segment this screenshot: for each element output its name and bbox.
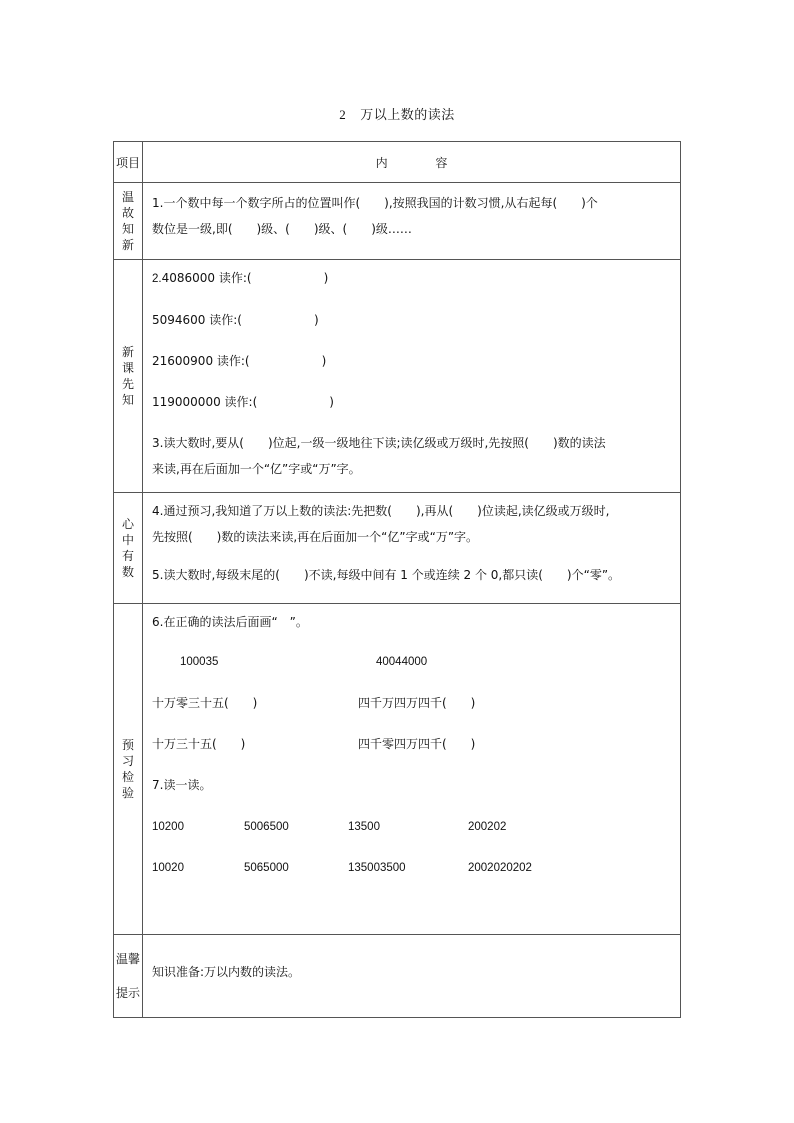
- row-mind: [114, 493, 681, 604]
- worksheet-table: [113, 141, 681, 1018]
- q2-b: 5094600 读作:( ): [152, 313, 319, 327]
- q7-row2-num: 10020: [152, 862, 184, 874]
- q1-line2: 数位是一级,即( )级、( )级、( )级……: [152, 222, 412, 236]
- row-preview: [114, 260, 681, 493]
- tip-text: 知识准备:万以内数的读法。: [152, 965, 301, 979]
- q7-row1-num: 10200: [152, 821, 184, 833]
- review-label: 温故知新: [114, 183, 143, 260]
- q4-line1: 4.通过预习,我知道了万以上数的读法:先把数( ),再从( )位读起,读亿级或万级时,: [152, 504, 610, 518]
- check-label: 预习检验: [114, 604, 143, 935]
- preview-content: [143, 260, 681, 493]
- q6-options-2: [152, 734, 674, 754]
- mind-content: [143, 493, 681, 604]
- q6: 6.在正确的读法后面画“ ”。: [152, 615, 308, 629]
- q7-row1-num: 13500: [348, 821, 380, 833]
- q7-row1: [152, 817, 674, 837]
- check-content: [143, 604, 681, 935]
- tip-label: 温馨 提示: [114, 935, 143, 1018]
- q3-line1: 3.读大数时,要从( )位起,一级一级地往下读;读亿级或万级时,先按照( )数的读法: [152, 436, 606, 450]
- q2-c: 21600900 读作:( ): [152, 354, 327, 368]
- q1-line1: 1.一个数中每一个数字所占的位置叫作( ),按照我国的计数习惯,从右起每( )个: [152, 196, 598, 210]
- q2-d: 119000000 读作:( ): [152, 395, 334, 409]
- q7-row1-num: 200202: [468, 821, 507, 833]
- q4-line2: 先按照( )数的读法来读,再在后面加一个“亿”字或“万”字。: [152, 530, 479, 544]
- tip-content: [143, 935, 681, 1018]
- q7-row2-num: 135003500: [348, 862, 406, 874]
- q2-a: 2.4086000 读作:( ): [152, 271, 329, 285]
- q7-row2-num: 5065000: [244, 862, 289, 874]
- title-text: 万以上数的读法: [360, 108, 455, 123]
- q6-opt-b1: 四千万四万四千( ): [358, 696, 476, 710]
- q7-row1-num: 5006500: [244, 821, 289, 833]
- preview-label: 新课先知: [114, 260, 143, 493]
- row-check: [114, 604, 681, 935]
- q6-numbers: [152, 652, 674, 672]
- q6-opt-a1: 十万零三十五( ): [152, 696, 258, 710]
- header-col2: 内 容: [143, 142, 681, 183]
- q7: 7.读一读。: [152, 778, 212, 792]
- mind-label: 心中有数: [114, 493, 143, 604]
- page-title: [0, 104, 794, 123]
- q6-opt-a2: 十万三十五( ): [152, 737, 246, 751]
- review-content: [143, 183, 681, 260]
- q7-row2-num: 2002020202: [468, 862, 532, 874]
- q7-row2: [152, 858, 674, 878]
- header-col1: 项目: [114, 142, 143, 183]
- header-row: [114, 142, 681, 183]
- row-tip: [114, 935, 681, 1018]
- q6-num-b: 40044000: [376, 656, 428, 668]
- q6-num-a: 100035: [180, 656, 219, 668]
- q6-opt-b2: 四千零四万四千( ): [358, 737, 476, 751]
- title-number: 2: [339, 107, 347, 122]
- q5: 5.读大数时,每级末尾的( )不读,每级中间有 1 个或连续 2 个 0,都只读( )个“零”。: [152, 568, 621, 582]
- row-review: [114, 183, 681, 260]
- q6-options-1: [152, 693, 674, 713]
- q3-line2: 来读,再在后面加一个“亿”字或“万”字。: [152, 462, 361, 476]
